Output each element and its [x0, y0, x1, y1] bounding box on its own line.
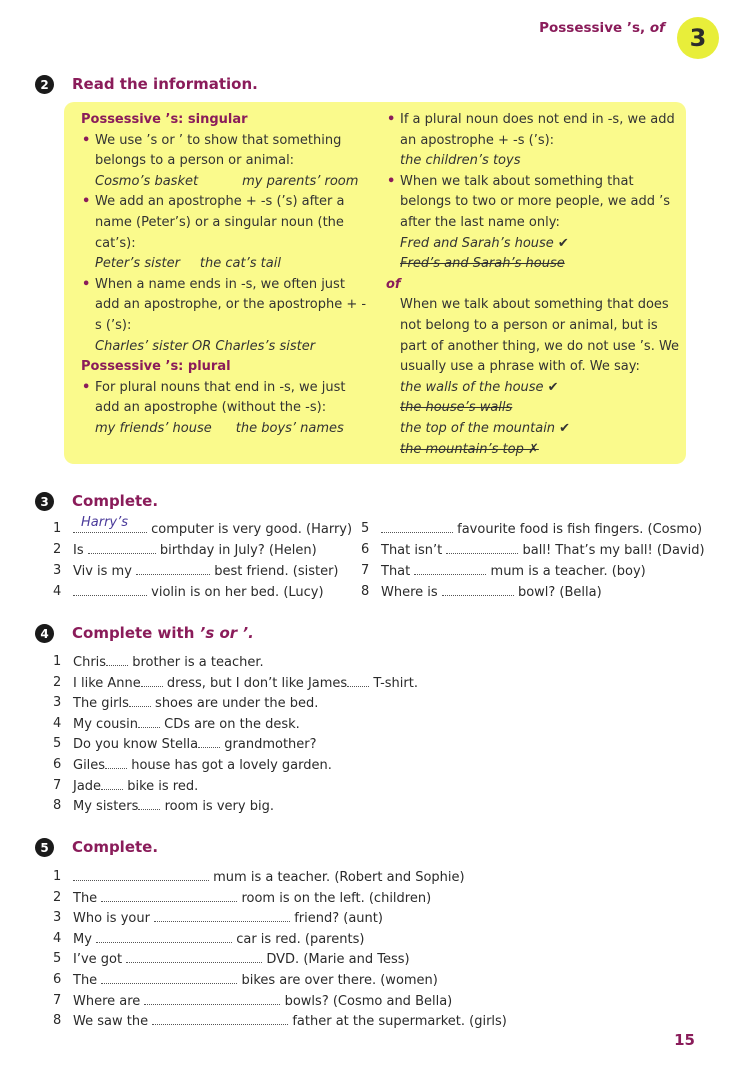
page-header-title: Possessive ’s, of [539, 20, 665, 36]
answer-blank[interactable] [154, 910, 290, 922]
answer-blank[interactable] [73, 869, 209, 881]
rule-6: • When we talk about something that belongs to two or more people, we add ’s after the last name only: [386, 172, 681, 234]
example-6-correct: Fred and Sarah’s house ✔ [400, 235, 569, 251]
exercise-5-title: Complete. [72, 838, 159, 856]
example-8-correct: the top of the mountain ✔ [400, 420, 571, 436]
example-1: Cosmo’s basket my parents’ room [95, 173, 359, 189]
answer-blank[interactable] [73, 584, 147, 596]
answer-blank[interactable] [136, 563, 210, 575]
rule-of: When we talk about something that does not belong to a person or animal, but is part of another thing, we do not use ’s. We usually use a phrase with of. We say: [400, 297, 680, 375]
handwritten-answer: Harry’s [81, 515, 129, 530]
answer-blank[interactable] [198, 736, 220, 748]
answer-blank[interactable] [126, 951, 262, 963]
example-6-wrong: Fred’s and Sarah’s house [400, 256, 565, 272]
answer-blank[interactable] [105, 757, 127, 769]
info-right-column [386, 110, 681, 460]
answer-blank[interactable] [152, 1013, 288, 1025]
heading-plural: Possessive ’s: plural [81, 359, 231, 375]
example-2: Peter’s sister the cat’s tail [95, 256, 281, 272]
answer-blank[interactable] [141, 675, 163, 687]
answer-blank[interactable] [96, 931, 232, 943]
example-7-correct: the walls of the house ✔ [400, 379, 559, 395]
answer-blank[interactable] [347, 675, 369, 687]
answer-blank[interactable] [106, 654, 128, 666]
rule-3: • When a name ends in -s, we often just add an apostrophe, or the apostrophe + -s (’s): [81, 275, 371, 337]
example-5: the children’s toys [400, 153, 521, 169]
answer-blank[interactable] [442, 584, 514, 596]
heading-singular: Possessive ’s: singular [81, 112, 248, 127]
grammar-info-box [64, 102, 686, 464]
rule-4: • For plural nouns that end in -s, we just add an apostrophe (without the -s): [81, 378, 371, 419]
exercise-4-title: Complete with ’s or ’. [72, 624, 254, 642]
answer-blank[interactable] [138, 798, 160, 810]
unit-badge: 3 [677, 17, 719, 59]
exercise-5-number: 5 [35, 838, 54, 857]
exercise-2-number: 2 [35, 75, 54, 94]
exercise-4-number: 4 [35, 624, 54, 643]
answer-blank[interactable] [129, 695, 151, 707]
heading-of: of [386, 276, 401, 292]
example-3: Charles’ sister OR Charles’s sister [95, 338, 316, 354]
exercise-3-number: 3 [35, 492, 54, 511]
answer-blank[interactable] [414, 563, 486, 575]
exercise-3-title: Complete. [72, 492, 159, 510]
rule-1: • We use ’s or ’ to show that something belongs to a person or animal: [81, 131, 371, 172]
answer-blank[interactable] [138, 716, 160, 728]
rule-2: • We add an apostrophe + -s (’s) after a name (Peter’s) or a singular noun (the cat’s): [81, 192, 371, 254]
answer-blank[interactable] [446, 542, 518, 554]
answer-blank[interactable] [101, 972, 237, 984]
answer-blank[interactable] [101, 890, 237, 902]
example-4: my friends’ house the boys’ names [95, 420, 344, 436]
answer-blank[interactable] [381, 521, 453, 533]
answer-blank[interactable] [73, 521, 147, 533]
exercise-2-title: Read the information. [72, 75, 258, 93]
example-7-wrong: the house’s walls [400, 400, 513, 416]
example-8-wrong: the mountain’s top ✗ [400, 441, 539, 457]
rule-5: • If a plural noun does not end in -s, we add an apostrophe + -s (’s): [386, 110, 681, 151]
answer-blank[interactable] [101, 778, 123, 790]
answer-blank[interactable] [144, 993, 280, 1005]
page-number: 15 [674, 1031, 695, 1049]
info-left-column [81, 110, 371, 440]
answer-blank[interactable] [88, 542, 156, 554]
